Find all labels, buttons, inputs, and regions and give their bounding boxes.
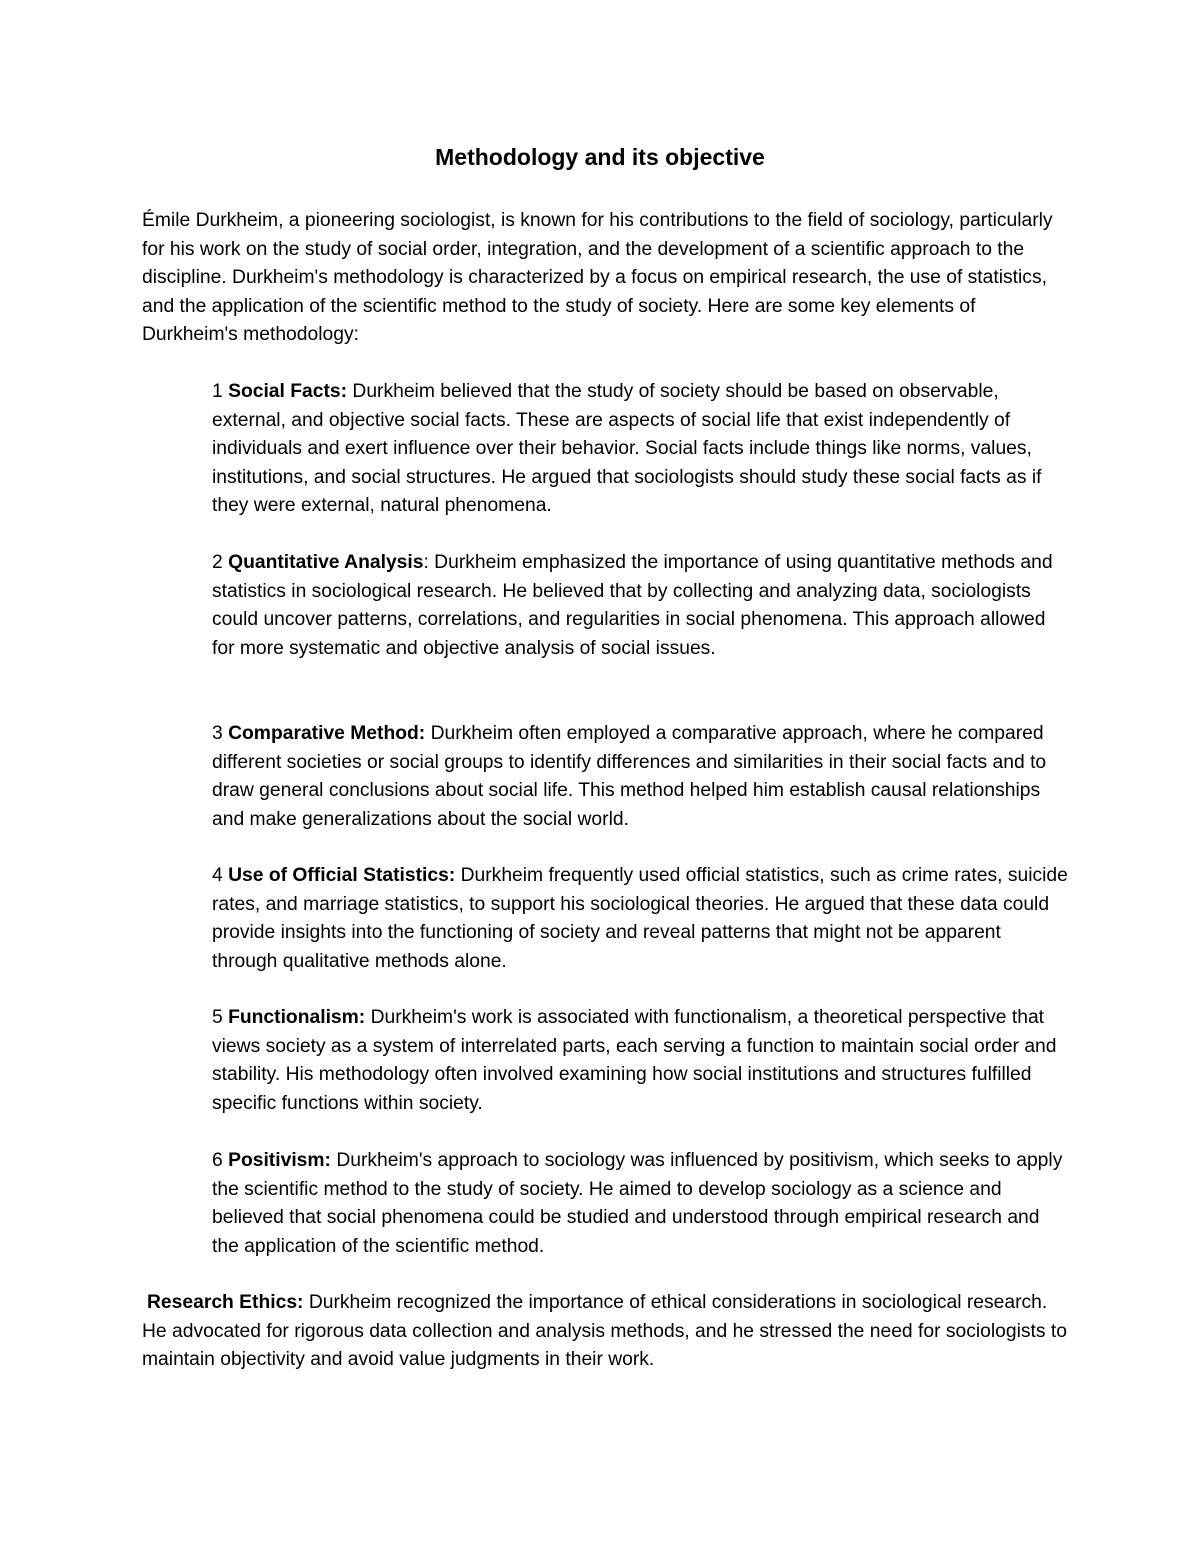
- list-item-functionalism: [212, 1004, 1070, 1118]
- item-number: 3: [212, 723, 223, 744]
- item-term: Positivism:: [228, 1150, 331, 1171]
- list-item-quantitative-analysis: [212, 549, 1070, 663]
- list-item-positivism: [212, 1147, 1070, 1261]
- item-number: 6: [212, 1150, 223, 1171]
- item-text: Durkheim's approach to sociology was influenced by positivism, which seeks to apply the scientific method to the study of society. He aimed to develop sociology as a science and believed that social phenomena could be studied and understood through empirical research and the application of the scientific method.: [212, 1150, 1063, 1257]
- list-item-official-statistics: [212, 862, 1070, 976]
- closing-term: Research Ethics:: [147, 1292, 304, 1313]
- item-text: Durkheim believed that the study of society should be based on observable, external, and objective social facts. These are aspects of social life that exist independently of individuals and exert influence over their behavior. Social facts include things like norms, values, institutions, and social structures. He argued that sociologists should study these social facts as if they were external, natural phenomena.: [212, 381, 1042, 517]
- item-term: Quantitative Analysis: [228, 552, 424, 573]
- closing-paragraph: [142, 1289, 1067, 1375]
- item-text: Durkheim's work is associated with functionalism, a theoretical perspective that views society as a system of interrelated parts, each serving a function to maintain social order and stability. His methodology often involved examining how social institutions and structures fulfilled specific functions within society.: [212, 1007, 1057, 1114]
- list-item-comparative-method: [212, 720, 1070, 834]
- item-number: 2: [212, 552, 223, 573]
- item-number: 1: [212, 381, 223, 402]
- closing-text: Durkheim recognized the importance of ethical considerations in sociological research. He advocated for rigorous data collection and analysis methods, and he stressed the need for sociologists to maintain objectivity and avoid value judgments in their work.: [142, 1292, 1067, 1371]
- item-term: Use of Official Statistics:: [228, 865, 456, 886]
- item-number: 4: [212, 865, 223, 886]
- item-text: Durkheim often employed a comparative approach, where he compared different societies or social groups to identify differences and similarities in their social facts and to draw general conclusions about social life. This method helped him establish causal relationships and make generalizations about the social world.: [212, 723, 1047, 830]
- item-term: Social Facts:: [228, 381, 348, 402]
- item-term: Comparative Method:: [228, 723, 426, 744]
- intro-paragraph: Émile Durkheim, a pioneering sociologist, is known for his contributions to the field of sociology, particularly for his work on the study of social order, integration, and the development of a scientific approach to the discipline. Durkheim's methodology is characterized by a focus on empirical research, the use of statistics, and the application of the scientific method to the study of society. Here are some key elements of Durkheim's methodology:: [142, 210, 1053, 346]
- item-number: 5: [212, 1007, 223, 1028]
- item-text: : Durkheim emphasized the importance of using quantitative methods and statistics in sociological research. He believed that by collecting and analyzing data, sociologists could uncover patterns, correlations, and regularities in social phenomena. This approach allowed for more systematic and objective analysis of social issues.: [212, 552, 1053, 659]
- item-term: Functionalism:: [228, 1007, 366, 1028]
- item-text: Durkheim frequently used official statistics, such as crime rates, suicide rates, and marriage statistics, to support his sociological theories. He argued that these data could provide insights into the functioning of society and reveal patterns that might not be apparent through qualitative methods alone.: [212, 865, 1068, 972]
- list-item-social-facts: [212, 378, 1070, 521]
- page-title: Methodology and its objective: [435, 144, 765, 170]
